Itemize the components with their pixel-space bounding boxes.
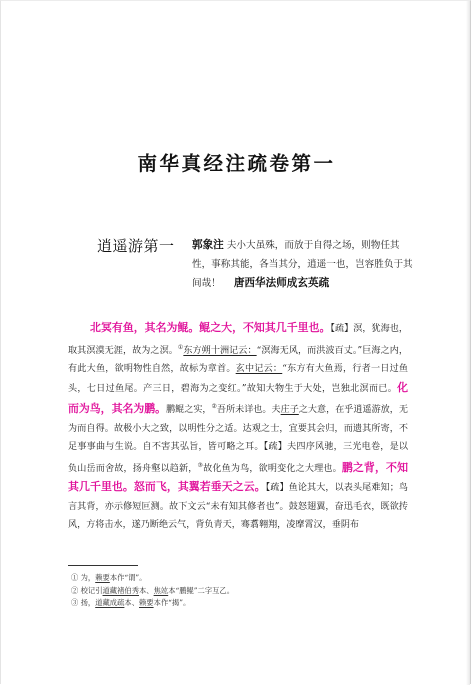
page-edge-shadow	[466, 1, 470, 685]
subcommentator-name: 唐西华法师成玄英疏	[233, 277, 330, 290]
footnote-divider	[68, 565, 138, 566]
footnote-item: ① 为，赖要本作“谓”。	[71, 573, 147, 582]
chapter-commentary	[192, 236, 414, 294]
commentary-text: “溟海无风，而洪波百丈。”巨海之内，有此大鱼，欲明物性自然，故标为章首。	[68, 345, 408, 375]
footnote-ref-2[interactable]: ②	[211, 403, 217, 411]
scripture-passage-1: 北冥有鱼，其名为鲲。鲲之大，不知其几千里也。	[90, 321, 331, 334]
footnote-ref-3[interactable]: ③	[197, 461, 204, 469]
scripture-passage-3: 鹏之背，不知其几千里也。怒而飞，其翼若垂天之云。	[68, 460, 408, 494]
book-title-ref: 东方朔十洲记云：	[183, 345, 257, 356]
commentary-note: 夫小大虽殊，而放于自得之场，则物任其性，事称其能，各当其分，逍遥一也，岂容胜负于其间哉！	[192, 240, 413, 290]
footnote-item: ② 校记引道藏褚伯秀本、焦竑本“鹏鲲”二字互乙。	[71, 585, 235, 595]
book-title-ref: 玄中记云：	[235, 364, 283, 375]
footnote-item: ③ 扬，道藏成疏本、赖要本作“揭”。	[71, 598, 191, 608]
commentary-text: 【疏】鱼论其大，以表头尾难知；鸟言其背，亦示修短叵测。故下文云“未有知其修者也”。鼓怒翅翼，奋迅毛衣，既欲抟风，方将击水，遂乃断绝云气，背负青天，骞翥翱翔，凌摩霄汉，垂阴布	[68, 483, 408, 531]
commentary-text: 【疏】溟，犹海也，取其溟漠无涯，故为之溟。	[68, 324, 408, 356]
commentary-text: 之大意，在乎逍遥游放，无为而自得。故极小大之致，以明性分之适。达观之士，宜要其会归，而遗其所寄，不足事事曲与生说。自不害其弘旨，皆可略之耳。【疏】夫四序风驰，三光电卷，是以负山岳而舍故，扬舟壑以趋新，	[68, 405, 408, 474]
footnote-ref-1[interactable]: ①	[177, 343, 184, 351]
commentary-text: 故化鱼为鸟，欲明变化之大理也。	[203, 463, 342, 474]
footnotes	[71, 572, 411, 610]
main-text	[68, 319, 408, 535]
chapter-title: 逍遥游第一	[97, 237, 175, 255]
person-name-ref: 庄子	[280, 405, 299, 416]
commentator-name: 郭象注	[192, 239, 224, 251]
commentary-text: “东方有大鱼焉，行者一日过鱼头，七日过鱼尾。产三日，碧海为之变红。”故知大物生于大处，岂独北溟而已。	[68, 364, 408, 394]
scripture-passage-2: 化而为鸟，其名为鹏。	[68, 380, 408, 416]
commentary-text: 吾所未详也。夫	[216, 405, 281, 416]
commentary-text: 鹏鲲之实，	[166, 405, 212, 416]
volume-title: 南华真经注疏卷第一	[137, 152, 336, 175]
